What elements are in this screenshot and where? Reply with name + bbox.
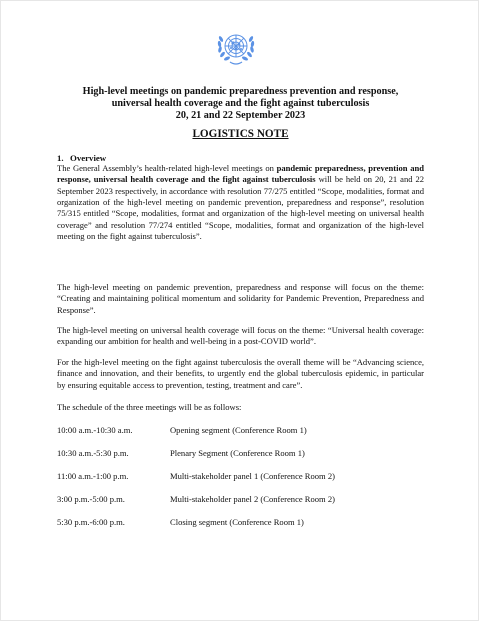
section-title: Overview — [70, 153, 107, 163]
overview-text-start: The General Assembly’s health-related high-level meetings on — [57, 163, 277, 173]
schedule-row — [57, 425, 424, 437]
schedule-row — [57, 471, 424, 483]
overview-text-end: will be held on 20, 21 and 22 September 2023 respectively, in accordance with resolution 77/275 entitled “Scope, modalities, format and organization of the high-level meeting on pandemic prevention, preparedness and response”, resolution 75/315 entitled “Scope, modalities, format and organization of the high-level meeting on universal health coverage” and resolution 77/274 entitled “Scope, modalities, format and organization of the high-level meeting on the fight against tuberculosis”. — [57, 174, 424, 242]
schedule-time: 3:00 p.m.-5:00 p.m. — [57, 494, 125, 504]
schedule-event: Multi-stakeholder panel 2 (Conference Room 2) — [170, 494, 335, 504]
schedule-intro-paragraph: The schedule of the three meetings will be as follows: — [57, 402, 242, 412]
schedule-row — [57, 448, 424, 460]
document-subtitle: LOGISTICS NOTE — [192, 128, 289, 140]
document-title-line-2: universal health coverage and the fight against tuberculosis — [111, 98, 370, 109]
schedule-event: Opening segment (Conference Room 1) — [170, 425, 307, 435]
pandemic-theme-paragraph: The high-level meeting on pandemic prevention, preparedness and response will focus on the theme: “Creating and maintaining political momentum and solidarity for Pandemic Prevention, Preparedness and Response”. — [57, 282, 424, 315]
section-heading — [57, 153, 106, 163]
uhc-theme-paragraph: The high-level meeting on universal health coverage will focus on the theme: “Universal health coverage: expanding our ambition for health and well-being in a post-COVID world”. — [57, 325, 424, 347]
document-title-line-1: High-level meetings on pandemic preparedness prevention and response, — [82, 86, 399, 97]
schedule-time: 5:30 p.m.-6:00 p.m. — [57, 517, 125, 527]
section-number: 1. — [57, 153, 64, 163]
schedule-time: 10:30 a.m.-5:30 p.m. — [57, 448, 129, 458]
schedule-row — [57, 517, 424, 529]
tuberculosis-theme-paragraph: For the high-level meeting on the fight against tuberculosis the overall theme will be “Advancing science, finance and innovation, and their benefits, to urgently end the global tuberculosis epidemic, in particular by ensuring equitable access to prevention, testing, treatment and care”. — [57, 357, 424, 390]
schedule-time: 11:00 a.m.-1:00 p.m. — [57, 471, 129, 481]
overview-text-bold: pandemic preparedness, prevention and response, universal health coverage and the fight against tuberculosis — [57, 163, 424, 185]
schedule-event: Plenary Segment (Conference Room 1) — [170, 448, 305, 458]
schedule-time: 10:00 a.m.-10:30 a.m. — [57, 425, 133, 435]
un-emblem-icon — [212, 26, 260, 70]
schedule-event: Multi-stakeholder panel 1 (Conference Room 2) — [170, 471, 335, 481]
schedule-row — [57, 494, 424, 506]
overview-paragraph — [57, 163, 424, 242]
document-title-dates: 20, 21 and 22 September 2023 — [175, 110, 306, 121]
schedule-event: Closing segment (Conference Room 1) — [170, 517, 304, 527]
